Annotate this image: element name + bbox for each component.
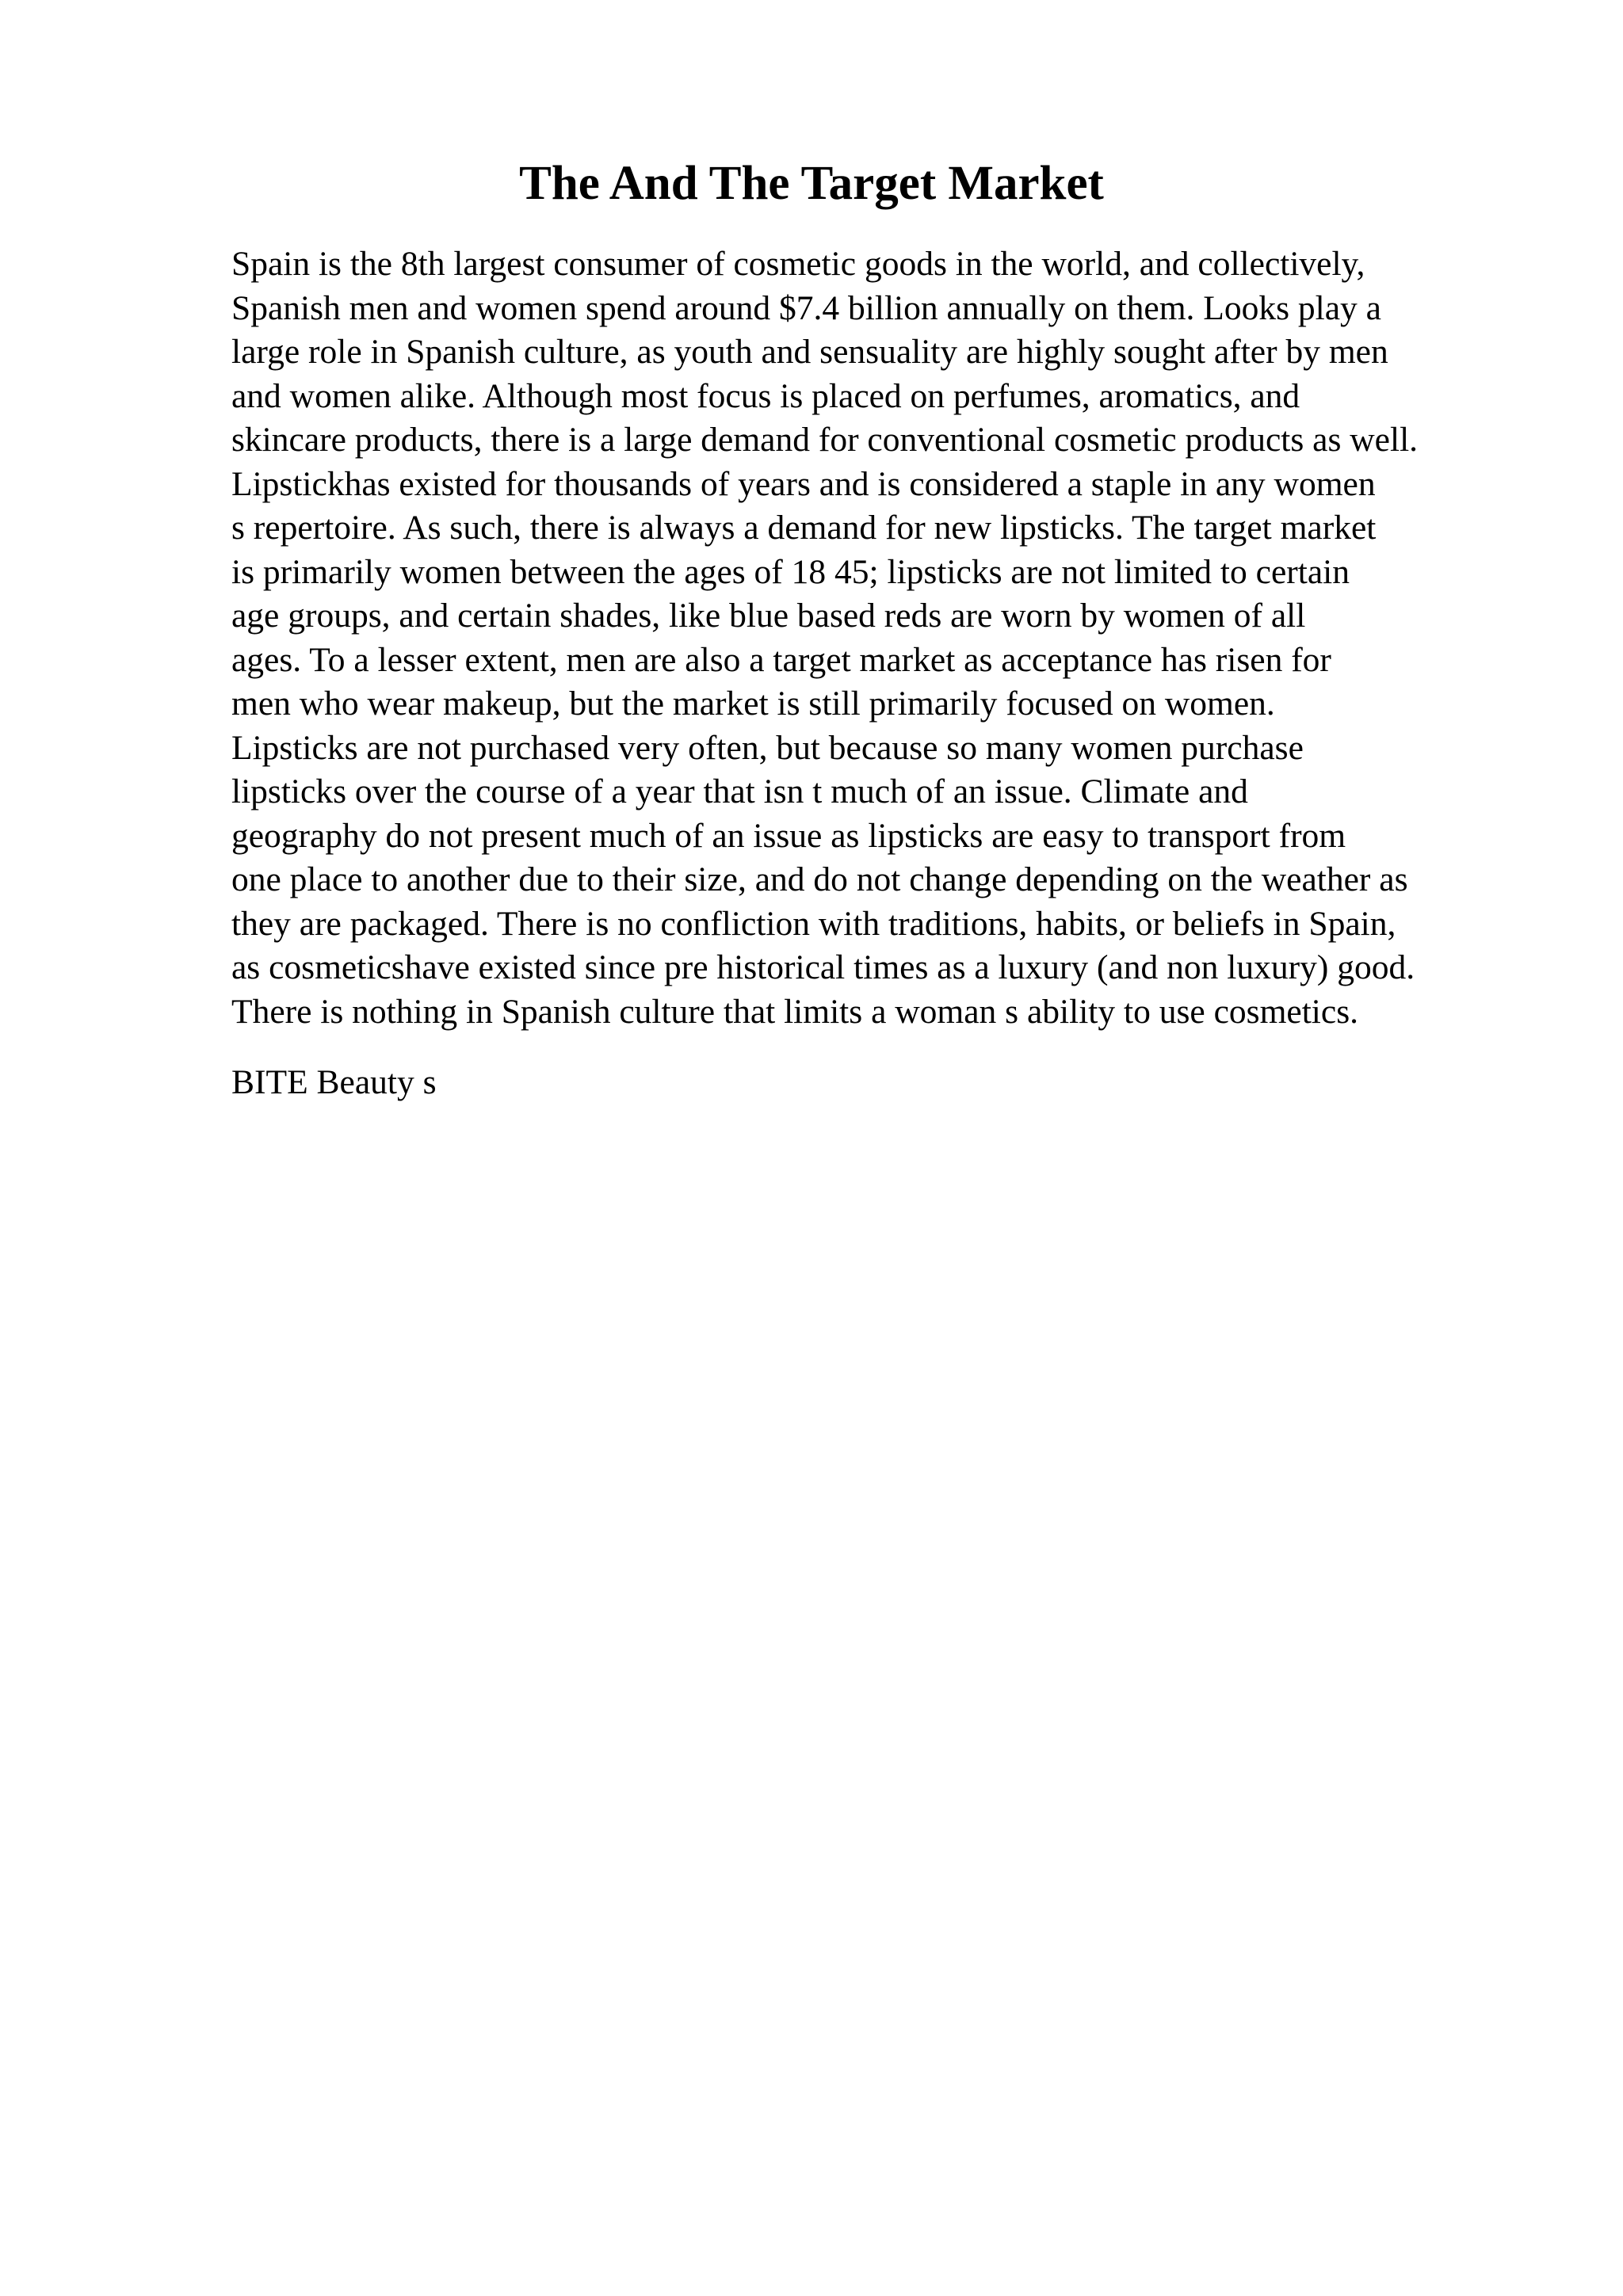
paragraph-line: is primarily women between the ages of 18 45; lipsticks are not limited to certain	[231, 552, 1350, 591]
paragraph-line: large role in Spanish culture, as youth and sensuality are highly sought after by men	[231, 333, 1388, 371]
paragraph-line: Spain is the 8th largest consumer of cosmetic goods in the world, and collectively,	[231, 245, 1365, 283]
paragraph-line: age groups, and certain shades, like blue based reds are worn by women of all	[231, 597, 1306, 635]
paragraph-line: s repertoire. As such, there is always a demand for new lipsticks. The target market	[231, 509, 1377, 547]
body-paragraph	[231, 242, 1594, 1034]
paragraph-line: geography do not present much of an issue as lipsticks are easy to transport from	[231, 816, 1346, 855]
paragraph-line: There is nothing in Spanish culture that limits a woman s ability to use cosmetics.	[231, 992, 1358, 1031]
document-title: The And The Target Market	[519, 157, 1104, 210]
paragraph-line: Lipstickhas existed for thousands of years and is considered a staple in any women	[231, 464, 1376, 503]
paragraph-line: and women alike. Although most focus is placed on perfumes, aromatics, and	[231, 376, 1300, 415]
paragraph-line: as cosmeticshave existed since pre historical times as a luxury (and non luxury) good.	[231, 948, 1415, 986]
paragraph-line: they are packaged. There is no confliction with traditions, habits, or beliefs in Spain,	[231, 904, 1396, 943]
paragraph-line: lipsticks over the course of a year that isn t much of an issue. Climate and	[231, 772, 1248, 810]
paragraph-line: skincare products, there is a large demand for conventional cosmetic products as well.	[231, 421, 1419, 459]
paragraph-line: one place to another due to their size, and do not change depending on the weather as	[231, 860, 1408, 898]
paragraph-line: Spanish men and women spend around $7.4 billion annually on them. Looks play a	[231, 288, 1381, 327]
paragraph-line: ages. To a lesser extent, men are also a target market as acceptance has risen for	[231, 640, 1331, 679]
paragraph-line: men who wear makeup, but the market is still primarily focused on women.	[231, 685, 1275, 723]
trailing-text: BITE Beauty s	[231, 1063, 437, 1101]
paragraph-line: Lipsticks are not purchased very often, but because so many women purchase	[231, 728, 1304, 767]
